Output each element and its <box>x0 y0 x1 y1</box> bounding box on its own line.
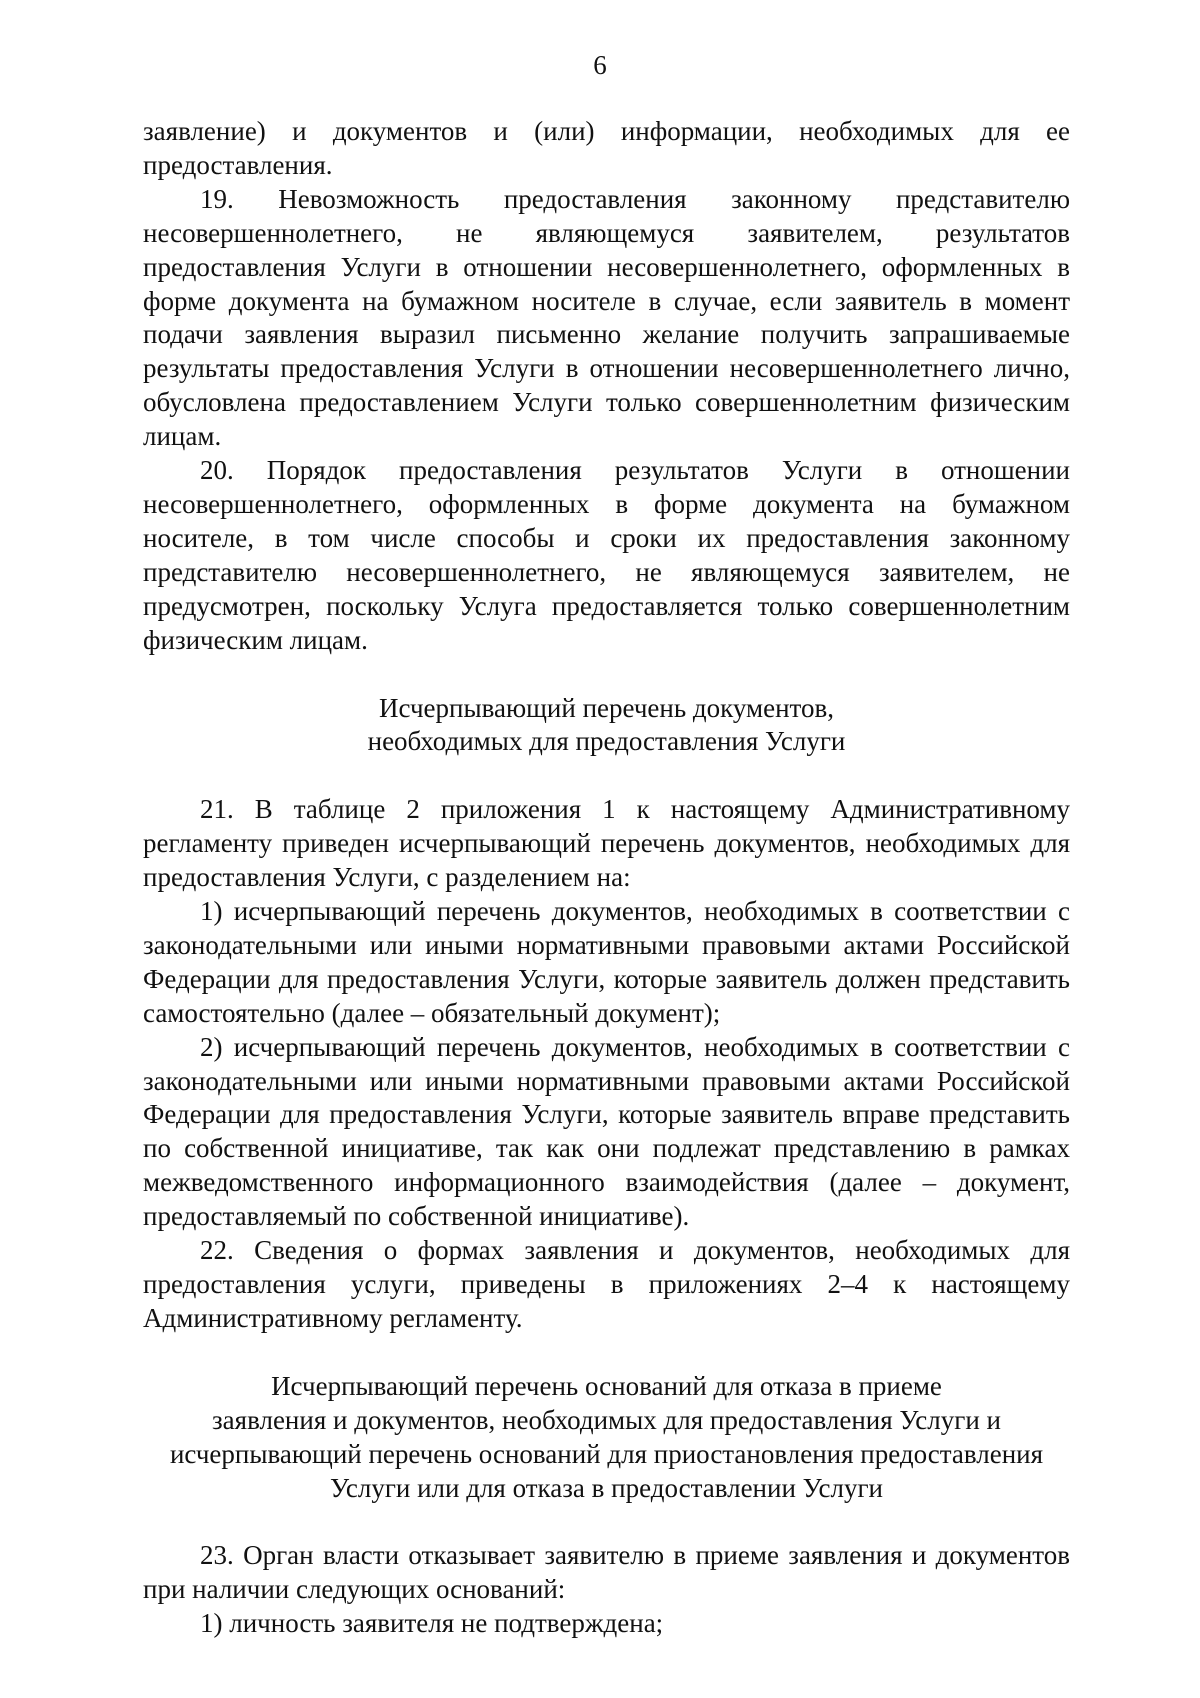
paragraph-23-item-1: 1) личность заявителя не подтверждена; <box>200 1608 664 1639</box>
spacer <box>143 1336 1070 1370</box>
spacer <box>143 1505 1070 1539</box>
heading-line: необходимых для предоставления Услуги <box>367 726 846 757</box>
spacer <box>143 759 1070 793</box>
paragraph-19: 19. Невозможность предоставления законному представителю несовершеннолетнего, не являющемуся заявителем, результатов предоставления Услуги в отношении несовершеннолетнего, оформленных в форме документа на бумажном носителе в случае, если заявитель в момент подачи заявления выразил письменно желание получить запрашиваемые результаты предоставления Услуги в отношении несовершеннолетнего лично, обусловлена предоставлением Услуги только совершеннолетним физическим лицам. <box>143 183 1070 452</box>
paragraph-20: 20. Порядок предоставления результатов Услуги в отношении несовершеннолетнего, оформленных в форме документа на бумажном носителе, в том числе способы и сроки их предоставления законному представителю несовершеннолетнего, не являющемуся заявителем, не предусмотрен, поскольку Услуга предоставляется только совершеннолетним физическим лицам. <box>143 455 1070 655</box>
section-heading-refusal <box>143 1370 1070 1506</box>
heading-line: Услуги или для отказа в предоставлении Услуги <box>329 1472 884 1503</box>
heading-line: Исчерпывающий перечень документов, <box>379 692 834 723</box>
heading-line: исчерпывающий перечень оснований для приостановления предоставления <box>169 1438 1044 1469</box>
page-number: 6 <box>593 50 607 80</box>
section-heading-documents <box>143 692 1070 760</box>
paragraph-continued: заявление) и документов и (или) информации, необходимых для ее предоставления. <box>143 116 1070 180</box>
heading-line: Исчерпывающий перечень оснований для отказа в приеме <box>271 1370 942 1401</box>
spacer <box>143 658 1070 692</box>
document-body <box>143 115 1070 1641</box>
paragraph-21-item-1: 1) исчерпывающий перечень документов, необходимых в соответствии с законодательными или иными нормативными правовыми актами Российской Федерации для предоставления Услуги, которые заявитель должен представить самостоятельно (далее – обязательный документ); <box>143 896 1070 1028</box>
heading-line: заявления и документов, необходимых для предоставления Услуги и <box>212 1404 1001 1435</box>
paragraph-21-item-2: 2) исчерпывающий перечень документов, необходимых в соответствии с законодательными или иными нормативными правовыми актами Российской Федерации для предоставления Услуги, которые заявитель вправе представить по собственной инициативе, так как они подлежат представлению в рамках межведомственного информационного взаимодействия (далее – документ, предоставляемый по собственной инициативе). <box>143 1031 1070 1232</box>
paragraph-21: 21. В таблице 2 приложения 1 к настоящему Административному регламенту приведен исчерпывающий перечень документов, необходимых для предоставления Услуги, с разделением на: <box>143 794 1070 893</box>
paragraph-23: 23. Орган власти отказывает заявителю в приеме заявления и документов при наличии следующих оснований: <box>143 1540 1070 1605</box>
paragraph-22: 22. Сведения о формах заявления и документов, необходимых для предоставления услуги, приведены в приложениях 2–4 к настоящему Административному регламенту. <box>143 1235 1070 1333</box>
